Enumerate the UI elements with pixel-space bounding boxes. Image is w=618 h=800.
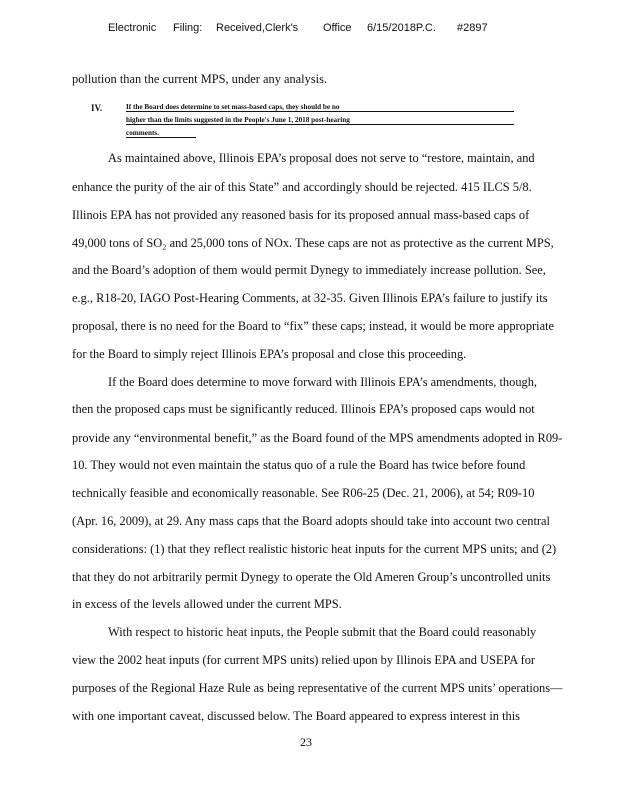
body-line: proposal, there is no need for the Board to “fix” these caps; instead, it would be more appropriate [72,319,555,333]
body-line: Illinois EPA has not provided any reasoned basis for its proposed annual mass-based caps of [72,208,530,222]
heading-underline [126,137,196,138]
body-line: technically feasible and economically reasonable. See R06-25 (Dec. 21, 2006), at 54; R09-10 [72,486,535,500]
header-date: 6/15/2018P.C. [367,22,436,34]
header-electronic: Electronic [108,22,157,34]
body-line: If the Board does determine to move forward with Illinois EPA’s amendments, though, [108,375,538,389]
section-heading-line: If the Board does determine to set mass-based caps, they should be no [126,103,340,111]
body-line: with one important caveat, discussed below. The Board appeared to express interest in this [72,709,521,723]
body-line: pollution than the current MPS, under any analysis. [72,72,328,86]
body-line: With respect to historic heat inputs, the People submit that the Board could reasonably [108,625,537,639]
header-office: Office [323,22,352,34]
body-line: for the Board to simply reject Illinois EPA’s proposal and close this proceeding. [72,347,467,361]
section-heading-line: comments. [126,129,159,137]
header-received: Received,Clerk's [216,22,299,34]
body-line: e.g., R18-20, IAGO Post-Hearing Comments, at 32-35. Given Illinois EPA’s failure to justify its [72,291,548,305]
header-number: #2897 [457,22,488,34]
heading-underline [126,111,514,112]
body-line: view the 2002 heat inputs (for current MPS units) relied upon by Illinois EPA and USEPA for [72,653,536,667]
body-line: (Apr. 16, 2009), at 29. Any mass caps that the Board adopts should take into account two central [72,514,550,528]
section-number: IV. [91,103,103,113]
body-line: considerations: (1) that they reflect realistic historic heat inputs for the current MPS units; and (2) [72,542,557,556]
body-line: and the Board’s adoption of them would permit Dynegy to immediately increase pollution. See, [72,263,546,277]
body-line: that they do not arbitrarily permit Dynegy to operate the Old Ameren Group’s uncontrolled units [72,570,551,584]
header-filing: Filing: [173,22,203,34]
body-line: As maintained above, Illinois EPA’s proposal does not serve to “restore, maintain, and [108,151,535,165]
body-line: provide any “environmental benefit,” as the Board found of the MPS amendments adopted in R09- [72,431,563,445]
body-line: 49,000 tons of SO₂ and 25,000 tons of NOx. These caps are not as protective as the current MPS, [72,236,554,250]
body-line: then the proposed caps must be significantly reduced. Illinois EPA’s proposed caps would not [72,402,535,416]
body-line: in excess of the levels allowed under the current MPS. [72,597,342,611]
body-line: enhance the purity of the air of this State” and accordingly should be rejected. 415 ILCS 5/8. [72,180,532,194]
body-line: purposes of the Regional Haze Rule as being representative of the current MPS units’ operations— [72,681,563,695]
heading-underline [126,124,514,125]
page-number: 23 [300,735,312,749]
body-line: 10. They would not even maintain the status quo of a rule the Board has twice before found [72,458,526,472]
section-heading-line: higher than the limits suggested in the People's June 1, 2018 post-hearing [126,116,350,124]
